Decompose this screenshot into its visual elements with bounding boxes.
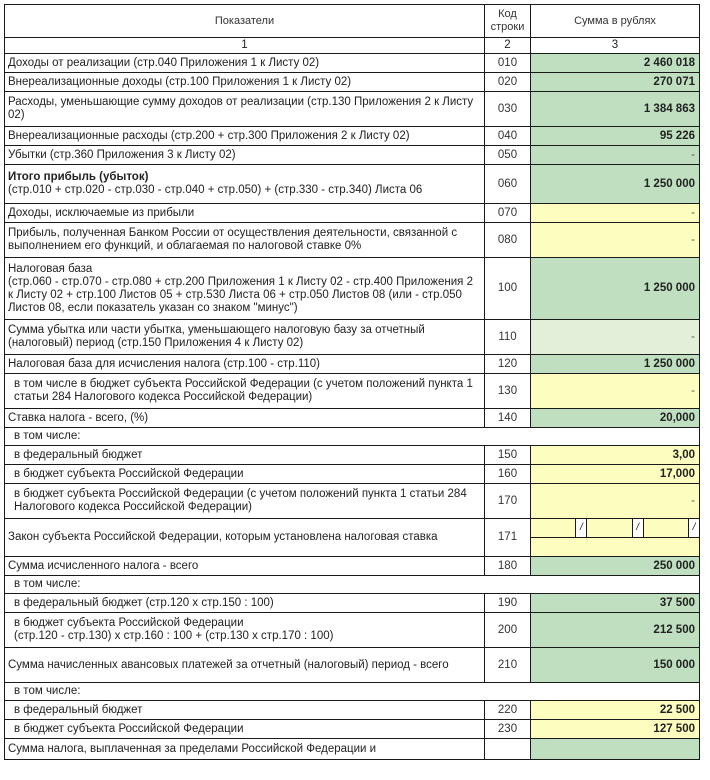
row-value[interactable]: 270 071: [531, 73, 700, 92]
row-code: 010: [485, 54, 531, 73]
row-code: 120: [485, 355, 531, 374]
header-row: [5, 5, 700, 38]
row-value-input[interactable]: 22 500: [531, 701, 700, 720]
row-label: в федеральный бюджет: [5, 701, 485, 720]
row-label: Закон субъекта Российской Федерации, которым установлена налоговая ставка: [5, 519, 485, 557]
row-label-title: Итого прибыль (убыток): [8, 171, 149, 183]
row-label: Сумма исчисленного налога - всего: [5, 557, 485, 576]
row-label: Сумма убытка или части убытка, уменьшающего налоговую базу за отчетный (налоговый) период (стр.150 Приложения 4 к Листу 02): [5, 320, 485, 355]
row-code: 060: [485, 165, 531, 204]
subheader-including: [5, 576, 700, 594]
row-code: 040: [485, 127, 531, 146]
table-row-200: [5, 613, 700, 648]
table-row-050: [5, 146, 700, 165]
law-part-1-input[interactable]: [531, 519, 575, 537]
table-row-230: [5, 720, 700, 739]
subheader-including: [5, 683, 700, 701]
row-label-formula: (стр.010 + стр.020 - стр.030 - стр.040 + стр.050) + (стр.330 - стр.340) Листа 06: [8, 184, 423, 196]
table-row-080: [5, 223, 700, 258]
table-row-070: [5, 204, 700, 223]
row-label-title: в бюджет субъекта Российской Федерации: [14, 617, 244, 629]
row-value-input[interactable]: -: [531, 223, 700, 258]
header-line-code: Код строки: [485, 5, 531, 38]
row-value-input[interactable]: 127 500: [531, 720, 700, 739]
row-label-title: Налоговая база: [8, 262, 93, 275]
row-label: [5, 613, 485, 648]
row-label: Сумма начисленных авансовых платежей за отчетный (налоговый) период - всего: [5, 648, 485, 683]
table-row-140: [5, 409, 700, 428]
row-code: 020: [485, 73, 531, 92]
row-label: в федеральный бюджет: [5, 446, 485, 465]
table-row-truncated: [5, 739, 700, 760]
row-label: в том числе в бюджет субъекта Российской Федерации (с учетом положений пункта 1 статьи 284 Налогового кодекса Российской Федерации): [5, 374, 485, 409]
row-value-input[interactable]: 17,000: [531, 465, 700, 484]
table-row-171: [5, 519, 700, 557]
table-row-170: [5, 484, 700, 519]
row-value[interactable]: 2 460 018: [531, 54, 700, 73]
table-row-180: [5, 557, 700, 576]
table-row-010: [5, 54, 700, 73]
law-reference-name-input[interactable]: [531, 538, 699, 556]
row-code: 080: [485, 223, 531, 258]
row-label-formula: (стр.120 - стр.130) х стр.160 : 100 + (стр.130 х стр.170 : 100): [14, 630, 334, 642]
row-code: 070: [485, 204, 531, 223]
row-value[interactable]: 212 500: [531, 613, 700, 648]
row-code: 220: [485, 701, 531, 720]
row-label: в том числе:: [5, 428, 700, 446]
header-amount: Сумма в рублях: [531, 5, 700, 38]
row-code: 190: [485, 594, 531, 613]
row-code: 110: [485, 320, 531, 355]
row-code: 140: [485, 409, 531, 428]
row-value[interactable]: 1 250 000: [531, 258, 700, 320]
row-label-formula: (стр.060 - стр.070 - стр.080 + стр.200 Приложения 1 к Листу 02 - стр.400 Приложения 2 к Листу 02 + стр.100 Листов 05 + стр.530 Листа 06 + стр.050 Листов 08 (или - стр.050 Листов 08, если показатель указан со знаком "минус"): [8, 275, 473, 314]
table-row-190: [5, 594, 700, 613]
row-label: Внереализационные доходы (стр.100 Приложения 1 к Листу 02): [5, 73, 485, 92]
row-label: Ставка налога - всего, (%): [5, 409, 485, 428]
row-code: 030: [485, 92, 531, 127]
row-value[interactable]: 37 500: [531, 594, 700, 613]
table-row-210: [5, 648, 700, 683]
row-code: 210: [485, 648, 531, 683]
row-label: Убытки (стр.360 Приложения 3 к Листу 02): [5, 146, 485, 165]
slash-separator-1: /: [575, 519, 587, 537]
table-row-020: [5, 73, 700, 92]
row-label: в федеральный бюджет (стр.120 х стр.150 : 100): [5, 594, 485, 613]
row-code: 150: [485, 446, 531, 465]
table-row-030: [5, 92, 700, 127]
table-row-150: [5, 446, 700, 465]
row-code: 200: [485, 613, 531, 648]
column-number-1: 1: [5, 38, 485, 54]
row-label: Доходы от реализации (стр.040 Приложения 1 к Листу 02): [5, 54, 485, 73]
table-row-100: [5, 258, 700, 320]
row-value-input[interactable]: -: [531, 204, 700, 223]
row-code: 130: [485, 374, 531, 409]
law-reference-parts: [531, 519, 699, 538]
row-label: Расходы, уменьшающие сумму доходов от реализации (стр.130 Приложения 2 к Листу 02): [5, 92, 485, 127]
column-number-3: 3: [531, 38, 700, 54]
row-code: 170: [485, 484, 531, 519]
row-label: в том числе:: [5, 576, 700, 594]
row-label: в бюджет субъекта Российской Федерации: [5, 720, 485, 739]
header-indicators: Показатели: [5, 5, 485, 38]
row-code: 160: [485, 465, 531, 484]
row-label: в том числе:: [5, 683, 700, 701]
law-part-2-input[interactable]: [587, 519, 631, 537]
row-label: в бюджет субъекта Российской Федерации: [5, 465, 485, 484]
row-code: 100: [485, 258, 531, 320]
row-code: [485, 739, 531, 760]
row-label: [5, 258, 485, 320]
row-value[interactable]: -: [531, 146, 700, 165]
law-part-3-input[interactable]: [644, 519, 688, 537]
table-row-110: [5, 320, 700, 355]
row-label: Прибыль, полученная Банком России от осуществления деятельности, связанной с выполнением его функций, и облагаемая по налоговой ставке 0%: [5, 223, 485, 258]
row-code: 230: [485, 720, 531, 739]
law-reference-field: [531, 519, 700, 557]
table-row-160: [5, 465, 700, 484]
row-value-input[interactable]: -: [531, 484, 700, 519]
row-value-input[interactable]: -: [531, 374, 700, 409]
table-row-120: [5, 355, 700, 374]
row-label: Сумма налога, выплаченная за пределами Российской Федерации и: [5, 739, 485, 760]
row-code: 171: [485, 519, 531, 557]
table-row-130: [5, 374, 700, 409]
row-value[interactable]: 95 226: [531, 127, 700, 146]
slash-separator-2: /: [632, 519, 644, 537]
table-row-040: [5, 127, 700, 146]
table-row-060: [5, 165, 700, 204]
row-label: в бюджет субъекта Российской Федерации (с учетом положений пункта 1 статьи 284 Налогового кодекса Российской Федерации): [5, 484, 485, 519]
row-label: [5, 165, 485, 204]
row-code: 180: [485, 557, 531, 576]
subheader-including: [5, 428, 700, 446]
row-value[interactable]: 1 250 000: [531, 355, 700, 374]
row-value[interactable]: -: [531, 320, 700, 355]
row-value-input[interactable]: 3,00: [531, 446, 700, 465]
row-code: 050: [485, 146, 531, 165]
column-numbers-row: [5, 38, 700, 54]
row-value[interactable]: 1 384 863: [531, 92, 700, 127]
row-value[interactable]: 20,000: [531, 409, 700, 428]
row-value[interactable]: [531, 739, 700, 760]
tax-declaration-table: [4, 4, 700, 760]
row-value[interactable]: 1 250 000: [531, 165, 700, 204]
row-value[interactable]: 150 000: [531, 648, 700, 683]
row-label: Доходы, исключаемые из прибыли: [5, 204, 485, 223]
column-number-2: 2: [485, 38, 531, 54]
slash-separator-3: /: [688, 519, 699, 537]
table-row-220: [5, 701, 700, 720]
row-label: Внереализационные расходы (стр.200 + стр.300 Приложения 2 к Листу 02): [5, 127, 485, 146]
row-label: Налоговая база для исчисления налога (стр.100 - стр.110): [5, 355, 485, 374]
row-value[interactable]: 250 000: [531, 557, 700, 576]
